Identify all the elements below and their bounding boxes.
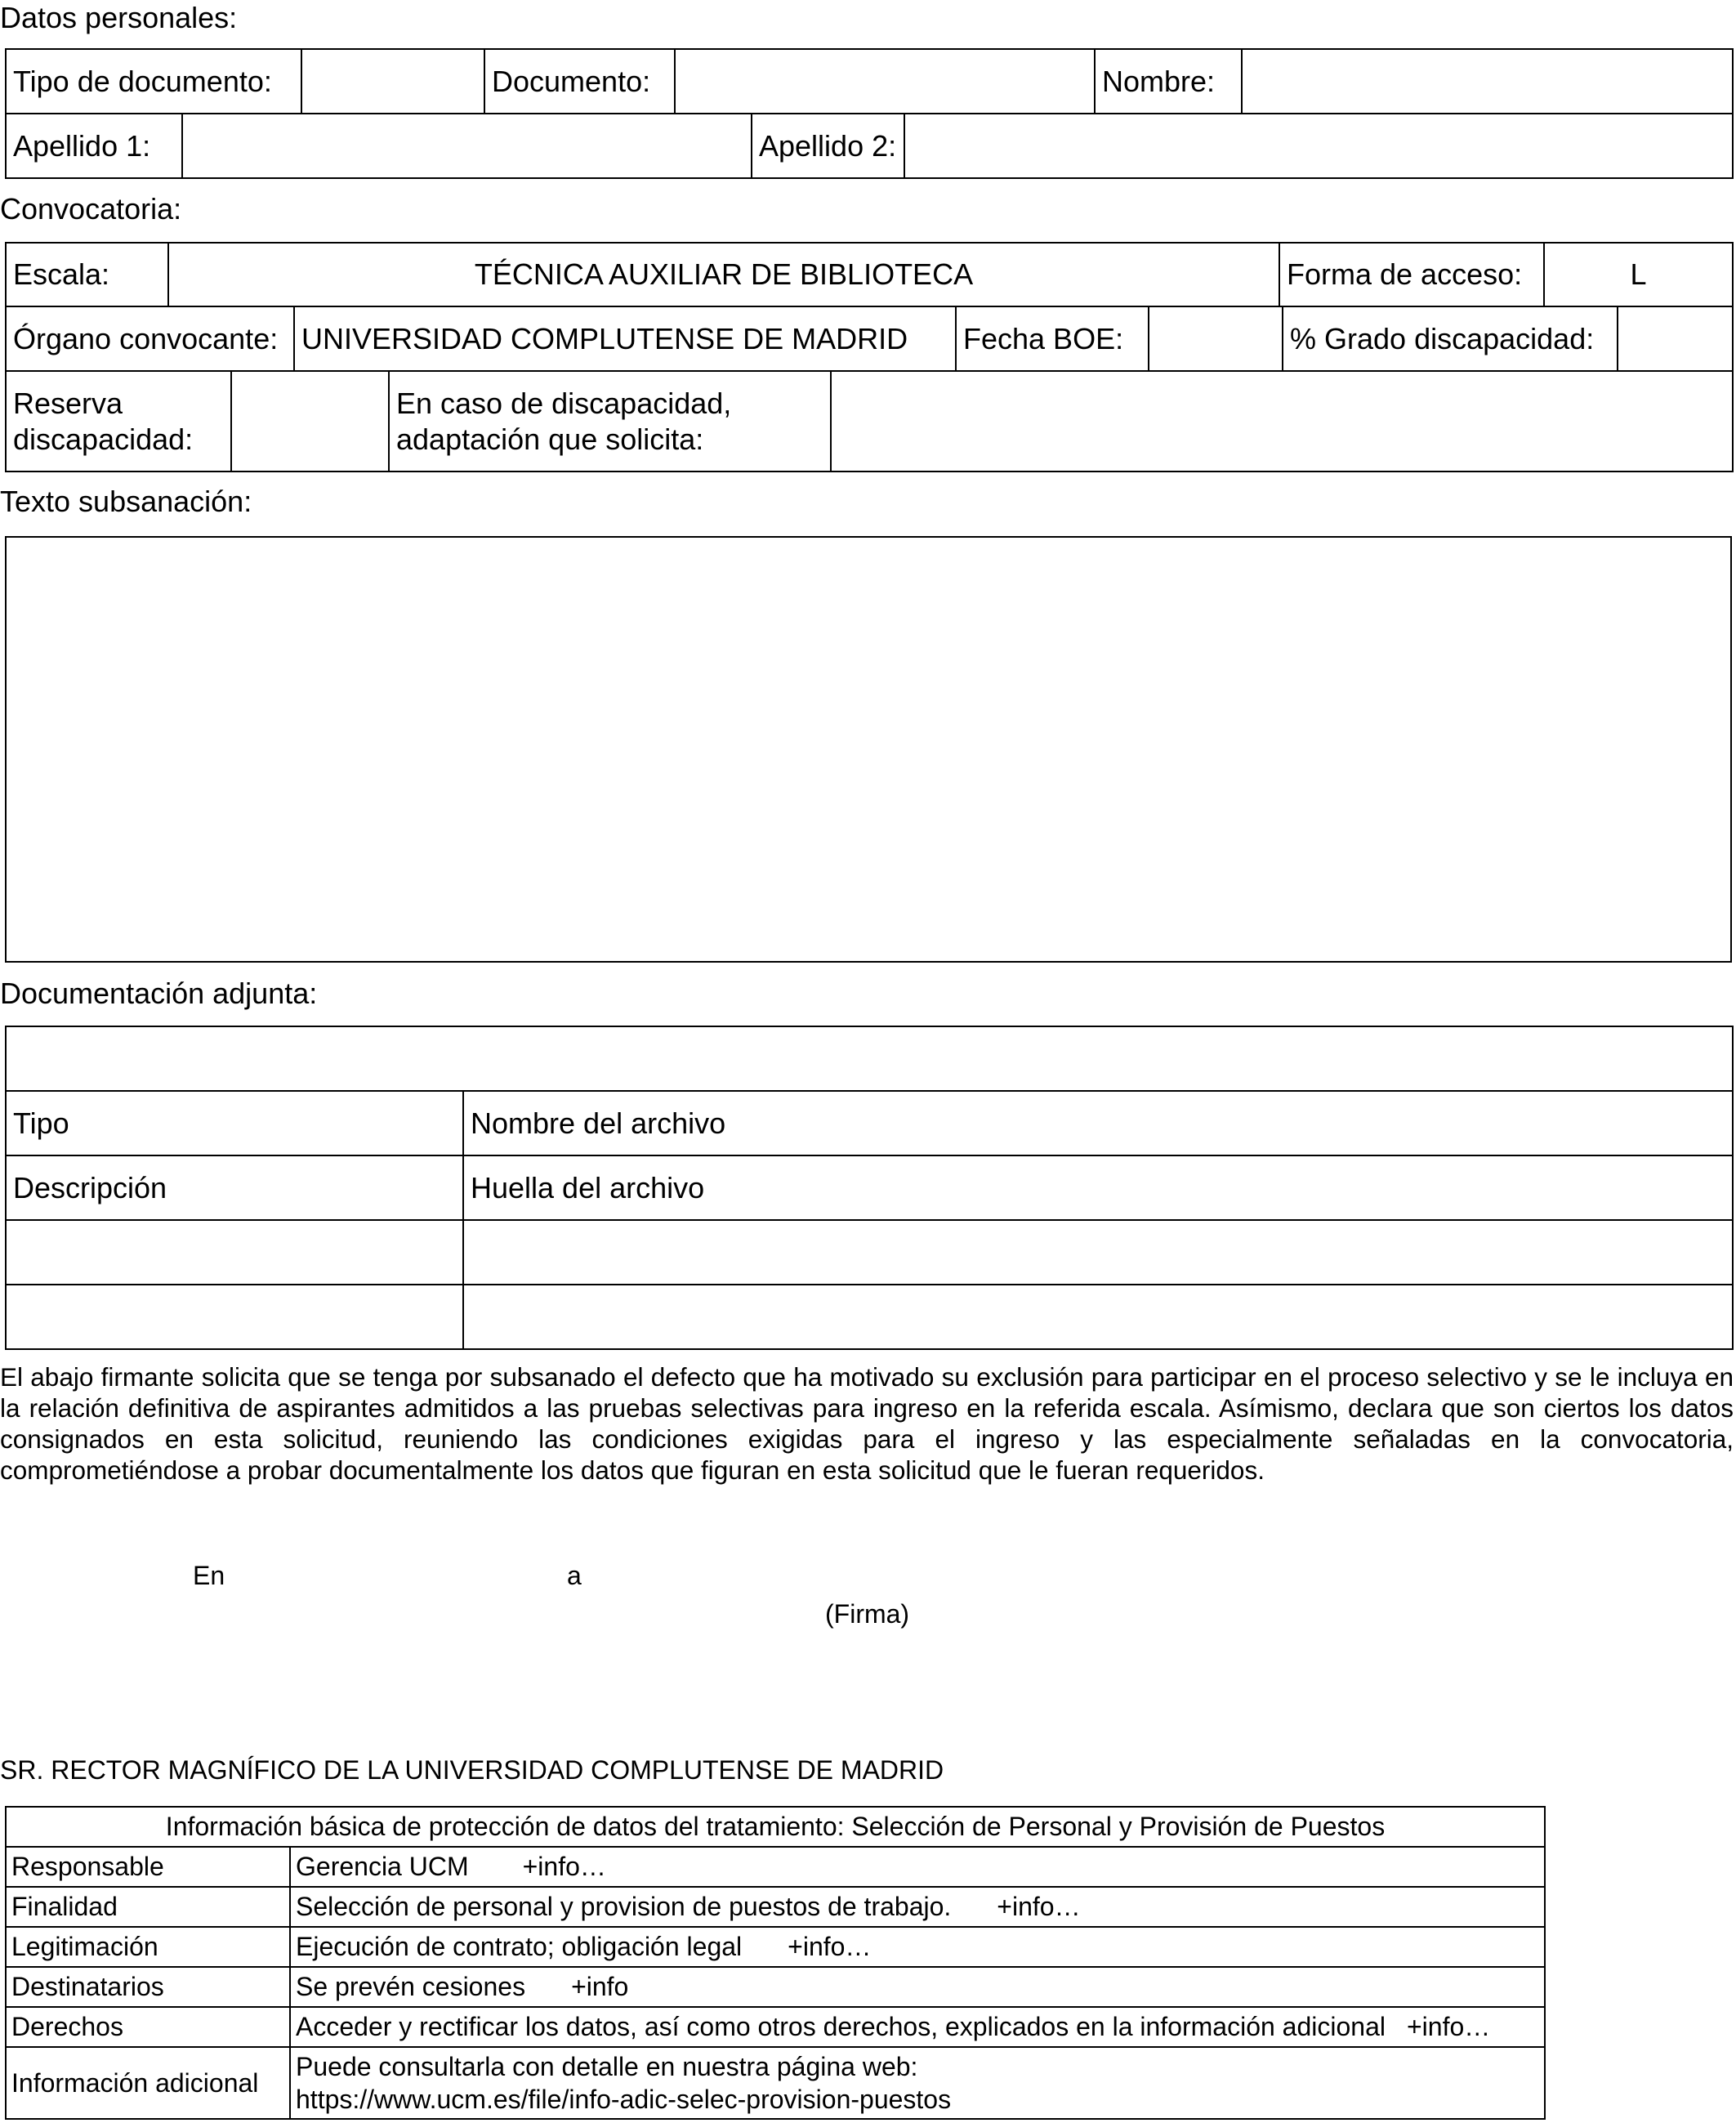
doc-empty-cell[interactable]: [6, 1220, 463, 1285]
proteccion-row-value: [290, 1847, 1545, 1887]
datos-personales-row2: [5, 113, 1734, 179]
convocatoria-row3: [5, 370, 1734, 472]
adaptacion-label: [389, 371, 831, 472]
destinatarios-value: Se prevén cesiones: [296, 1972, 526, 2001]
proteccion-row-label: Derechos: [6, 2007, 290, 2047]
doc-empty-cell[interactable]: [463, 1220, 1733, 1285]
documento-field[interactable]: [675, 49, 1095, 114]
proteccion-row-value: [290, 2047, 1545, 2119]
proteccion-row-label: Información adicional: [6, 2047, 290, 2119]
reserva-discapacidad-label: [6, 371, 231, 472]
datos-personales-row1: [5, 48, 1734, 114]
section-heading-convocatoria: Convocatoria:: [0, 192, 182, 226]
doc-col-descripcion: Descripción: [6, 1155, 463, 1220]
forma-acceso-label: Forma de acceso:: [1279, 243, 1544, 306]
info-link[interactable]: +info…: [788, 1932, 872, 1961]
section-heading-subsanacion: Texto subsanación:: [0, 485, 252, 518]
info-link[interactable]: +info…: [1406, 2012, 1491, 2041]
proteccion-row-value: [290, 1927, 1545, 1967]
proteccion-row-label: Responsable: [6, 1847, 290, 1887]
adaptacion-field[interactable]: [831, 371, 1733, 472]
derechos-value: Acceder y rectificar los datos, así como otros derechos, explicados en la información adicional: [296, 2012, 1386, 2041]
finalidad-value: Selección de personal y provision de puestos de trabajo.: [296, 1892, 952, 1921]
section-heading-documentacion: Documentación adjunta:: [0, 977, 318, 1010]
reserva-label-line2: discapacidad:: [13, 422, 194, 456]
grado-discapacidad-label: % Grado discapacidad:: [1283, 306, 1618, 371]
info-link[interactable]: +info…: [522, 1852, 606, 1881]
section-heading-datos-personales: Datos personales:: [0, 1, 238, 34]
convocatoria-row2: [5, 306, 1734, 372]
addressee: SR. RECTOR MAGNÍFICO DE LA UNIVERSIDAD COMPLUTENSE DE MADRID: [0, 1755, 944, 1785]
doc-empty-cell[interactable]: [463, 1285, 1733, 1349]
adaptacion-label-line2: adaptación que solicita:: [396, 422, 704, 456]
nombre-label: Nombre:: [1095, 49, 1242, 114]
proteccion-row-label: Finalidad: [6, 1887, 290, 1927]
proteccion-row-value: [290, 2007, 1545, 2047]
apellido2-label: Apellido 2:: [752, 114, 904, 178]
documentacion-header-cell: [6, 1026, 1733, 1091]
adaptacion-label-line1: En caso de discapacidad,: [396, 386, 732, 420]
nombre-field[interactable]: [1242, 49, 1733, 114]
grado-discapacidad-field[interactable]: [1618, 306, 1733, 371]
subsanacion-textarea[interactable]: [5, 536, 1732, 963]
proteccion-title: Información básica de protección de datos del tratamiento: Selección de Personal y Provisión de Puestos: [6, 1807, 1545, 1847]
proteccion-row-value: [290, 1967, 1545, 2007]
organo-convocante-field[interactable]: UNIVERSIDAD COMPLUTENSE DE MADRID: [294, 306, 956, 371]
doc-col-tipo: Tipo: [6, 1091, 463, 1155]
apellido1-label: Apellido 1:: [6, 114, 182, 178]
forma-acceso-field[interactable]: L: [1544, 243, 1733, 306]
tipo-documento-label: Tipo de documento:: [6, 49, 301, 114]
reserva-discapacidad-field[interactable]: [231, 371, 389, 472]
reserva-label-line1: Reserva: [13, 386, 123, 420]
declaration-paragraph: El abajo firmante solicita que se tenga por subsanado el defecto que ha motivado su exclusión para participar en el proceso selectivo y se le incluya en la relación definitiva de aspirantes admitidos a las pruebas selectivas para ingreso en la referida escala. Asímismo, declara que son ciertos los datos consignados en esta solicitud, reuniendo las condiciones exigidas para el ingreso y las especialmente señaladas en la convocatoria, comprometiéndose a probar documentalmente los datos que figuran en esta solicitud que le fueran requeridos.: [0, 1362, 1734, 1485]
tipo-documento-field[interactable]: [301, 49, 484, 114]
adicional-url-link[interactable]: https://www.ucm.es/file/info-adic-selec-provision-puestos: [296, 2085, 952, 2114]
doc-empty-cell[interactable]: [6, 1285, 463, 1349]
proteccion-row-value: [290, 1887, 1545, 1927]
fecha-boe-label: Fecha BOE:: [956, 306, 1149, 371]
proteccion-row-label: Destinatarios: [6, 1967, 290, 2007]
convocatoria-row1: [5, 242, 1734, 307]
escala-field[interactable]: TÉCNICA AUXILIAR DE BIBLIOTECA: [168, 243, 1279, 306]
proteccion-row-label: Legitimación: [6, 1927, 290, 1967]
legitimacion-value: Ejecución de contrato; obligación legal: [296, 1932, 743, 1961]
signature-firma: (Firma): [825, 1599, 910, 1629]
adicional-line1: Puede consultarla con detalle en nuestra página web:: [296, 2052, 918, 2081]
signature-en: En: [193, 1561, 225, 1590]
apellido2-field[interactable]: [904, 114, 1733, 178]
organo-convocante-label: Órgano convocante:: [6, 306, 294, 371]
documentacion-table: [5, 1026, 1734, 1350]
responsable-value: Gerencia UCM: [296, 1852, 469, 1881]
doc-col-huella-archivo: Huella del archivo: [463, 1155, 1733, 1220]
signature-a: a: [567, 1561, 582, 1590]
doc-col-nombre-archivo: Nombre del archivo: [463, 1091, 1733, 1155]
documento-label: Documento:: [484, 49, 675, 114]
info-link[interactable]: +info: [571, 1972, 629, 2001]
proteccion-datos-table: [5, 1806, 1546, 2120]
info-link[interactable]: +info…: [997, 1892, 1081, 1921]
escala-label: Escala:: [6, 243, 168, 306]
fecha-boe-field[interactable]: [1149, 306, 1283, 371]
apellido1-field[interactable]: [182, 114, 752, 178]
